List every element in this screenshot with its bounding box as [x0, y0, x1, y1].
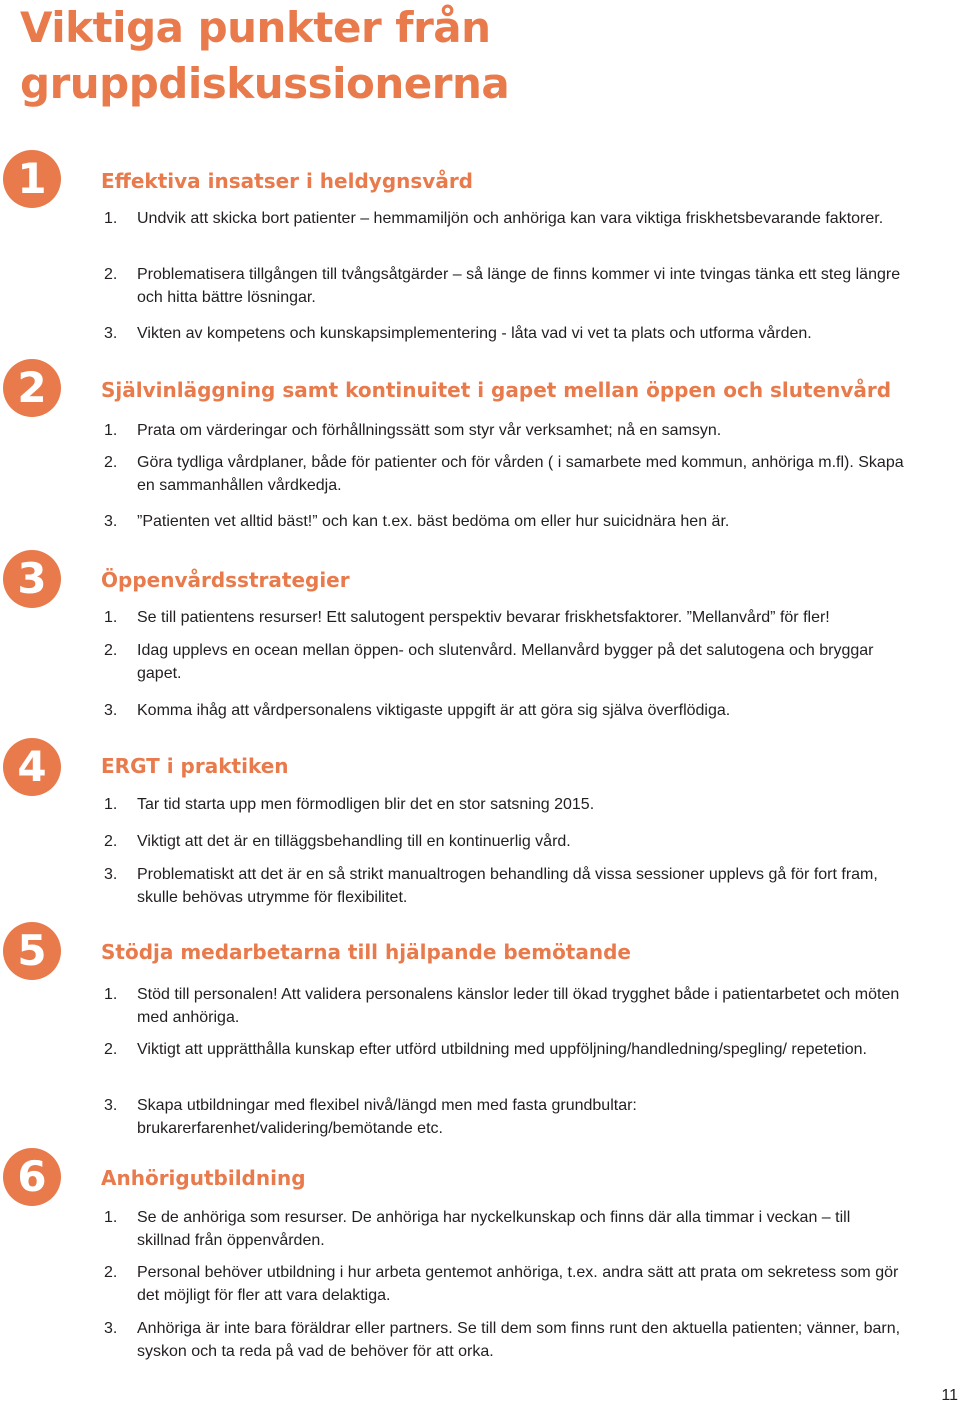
list-item-text: Viktigt att upprätthålla kunskap efter utförd utbildning med uppföljning/handledning/spegling/ repetetion. — [137, 1041, 867, 1058]
list-item-text: Idag upplevs en ocean mellan öppen- och slutenvård. Mellanvård bygger på det salutogena och bryggar gapet. — [137, 642, 874, 682]
list-item-text: ”Patienten vet alltid bäst!” och kan t.ex. bäst bedöma om eller hur suicidnära hen är. — [137, 513, 730, 530]
list-item — [104, 1206, 904, 1252]
list-item-number: 1. — [104, 210, 118, 227]
list-item-number: 1. — [104, 1209, 118, 1226]
list-item — [104, 419, 904, 442]
list-item-number: 2. — [104, 266, 118, 283]
list-item — [104, 1261, 904, 1307]
list-item-number: 3. — [104, 1320, 118, 1337]
list-item-text: Problematisera tillgången till tvångsåtgärder – så länge de finns kommer vi inte tvingas tänka ett steg längre och hitta bättre lösningar. — [137, 266, 901, 306]
list-item-number: 3. — [104, 513, 118, 530]
list-item — [104, 793, 904, 816]
page-title-line-2: gruppdiskussionerna — [20, 59, 510, 108]
list-item-text: Vikten av kompetens och kunskapsimplementering - låta vad vi vet ta plats och utforma vården. — [137, 325, 812, 342]
list-item-text: Prata om värderingar och förhållningssätt som styr vår verksamhet; nå en samsyn. — [137, 422, 722, 439]
list-item-text: Se de anhöriga som resurser. De anhöriga har nyckelkunskap och finns där alla timmar i veckan – till skillnad från öppenvården. — [137, 1209, 851, 1249]
list-item-number: 1. — [104, 609, 118, 626]
list-item-text: Anhöriga är inte bara föräldrar eller partners. Se till dem som finns runt den aktuella patienten; vänner, barn, syskon och ta reda på vad de behöver för att orka. — [137, 1320, 901, 1360]
list-item-text: Komma ihåg att vårdpersonalens viktigaste uppgift är att göra sig själva överflödiga. — [137, 702, 731, 719]
list-item-text: Stöd till personalen! Att validera personalens känslor leder till ökad trygghet både i patientarbetet och möten med anhöriga. — [137, 986, 900, 1026]
list-item-number: 2. — [104, 454, 118, 471]
list-item — [104, 207, 904, 230]
list-item-text: Se till patientens resurser! Ett salutogent perspektiv bevarar friskhetsfaktorer. ”Mellanvård” för fler! — [137, 609, 830, 626]
list-item-number: 2. — [104, 833, 118, 850]
list-item-text: Personal behöver utbildning i hur arbeta gentemot anhöriga, t.ex. andra sätt att prata om sekretess som gör det möjligt för fler att vara delaktiga. — [137, 1264, 899, 1304]
list-item-text: Viktigt att det är en tilläggsbehandling till en kontinuerlig vård. — [137, 833, 571, 850]
list-item — [104, 639, 904, 685]
list-item-number: 3. — [104, 866, 118, 883]
list-item-number: 1. — [104, 796, 118, 813]
list-item — [104, 263, 904, 309]
list-item-number: 1. — [104, 986, 118, 1003]
section-heading: ERGT i praktiken — [101, 754, 289, 778]
list-item — [104, 1317, 904, 1363]
list-item-number: 2. — [104, 642, 118, 659]
list-item — [104, 983, 904, 1029]
section-heading: Självinläggning samt kontinuitet i gapet mellan öppen och slutenvård — [101, 378, 892, 402]
section-heading: Öppenvårdsstrategier — [101, 568, 350, 592]
section-heading: Stödja medarbetarna till hjälpande bemötande — [101, 940, 631, 964]
section-number-badge: 5 — [3, 922, 61, 980]
list-item — [104, 606, 904, 629]
list-item — [104, 510, 904, 533]
list-item-number: 3. — [104, 1097, 118, 1114]
list-item — [104, 1038, 904, 1061]
list-item-text: Skapa utbildningar med flexibel nivå/längd men med fasta grundbultar: brukarerfarenhet/validering/bemötande etc. — [137, 1097, 637, 1137]
list-item-text: Problematiskt att det är en så strikt manualtrogen behandling då vissa sessioner upplevs gå för fort fram, skulle behövas utrymme för flexibilitet. — [137, 866, 878, 906]
section-number-badge: 6 — [3, 1148, 61, 1206]
list-item — [104, 322, 904, 345]
list-item — [104, 830, 904, 853]
section-heading: Anhörigutbildning — [101, 1166, 306, 1190]
list-item-number: 1. — [104, 422, 118, 439]
list-item-text: Göra tydliga vårdplaner, både för patienter och för vården ( i samarbete med kommun, anhöriga m.fl). Skapa en sammanhållen vårdkedja. — [137, 454, 904, 494]
list-item-number: 2. — [104, 1264, 118, 1281]
list-item-number: 3. — [104, 325, 118, 342]
list-item — [104, 863, 904, 909]
page-number: 11 — [941, 1387, 958, 1404]
section-number-badge: 4 — [3, 738, 61, 796]
list-item — [104, 451, 904, 497]
page-title — [20, 0, 640, 112]
list-item-text: Undvik att skicka bort patienter – hemmamiljön och anhöriga kan vara viktiga friskhetsbevarande faktorer. — [137, 210, 884, 227]
section-number-badge: 3 — [3, 550, 61, 608]
list-item-number: 2. — [104, 1041, 118, 1058]
page-title-line-1: Viktiga punkter från — [20, 3, 491, 52]
section-number-badge: 1 — [3, 150, 61, 208]
section-heading: Effektiva insatser i heldygnsvård — [101, 169, 473, 193]
list-item — [104, 1094, 904, 1140]
list-item-text: Tar tid starta upp men förmodligen blir det en stor satsning 2015. — [137, 796, 595, 813]
list-item — [104, 699, 904, 722]
section-number-badge: 2 — [3, 359, 61, 417]
list-item-number: 3. — [104, 702, 118, 719]
